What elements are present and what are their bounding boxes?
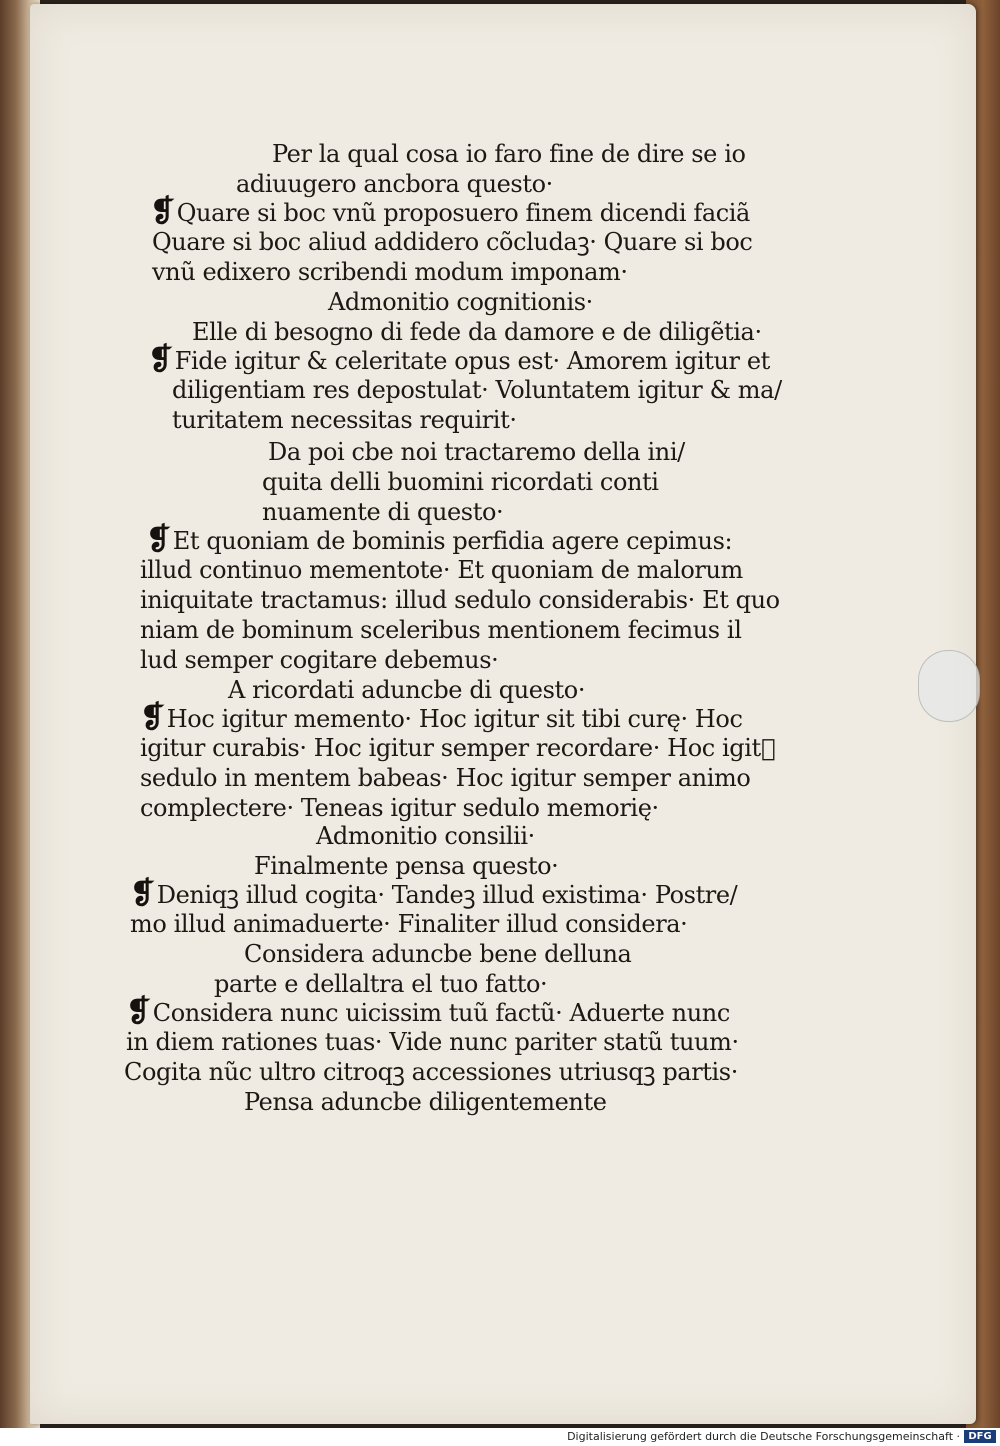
text-line-7: Elle di besogno di fede da damore e de diligẽtia· — [192, 318, 762, 346]
text-line-10: turitatem necessitas requirit· — [172, 406, 517, 434]
paragraph-mark: ❡ — [126, 994, 151, 1029]
text-line-16: iniquitate tractamus: illud sedulo considerabis· Et quo — [140, 586, 780, 614]
text-line-14-content: Et quoniam de bominis perfidia agere cepimus: — [172, 527, 733, 555]
text-line-27: mo illud animaduerte· Finaliter illud considera· — [130, 910, 688, 938]
text-line-11: Da poi cbe noi tractaremo della ini/ — [268, 438, 685, 466]
text-line-29: parte e dellaltra el tuo fatto· — [214, 970, 548, 998]
text-line-8 — [148, 342, 770, 377]
paragraph-mark: ❡ — [130, 876, 155, 911]
text-line-13: nuamente di questo· — [262, 498, 504, 526]
section-heading-consilii: Admonitio consilii· — [316, 822, 535, 850]
text-line-22: sedulo in mentem babeas· Hoc igitur semper animo — [140, 764, 751, 792]
text-line-3 — [150, 194, 750, 229]
text-line-23: complectere· Teneas igitur sedulo memorię· — [140, 794, 659, 822]
text-line-30 — [126, 994, 730, 1029]
text-line-8-content: Fide igitur & celeritate opus est· Amorem igitur et — [174, 347, 770, 375]
text-line-20-content: Hoc igitur memento· Hoc igitur sit tibi curę· Hoc — [166, 705, 743, 733]
text-line-15: illud continuo mementote· Et quoniam de malorum — [140, 556, 743, 584]
text-line-9: diligentiam res depostulat· Voluntatem igitur & ma/ — [172, 376, 782, 404]
text-line-30-content: Considera nunc uicissim tuũ factũ· Aduerte nunc — [152, 999, 730, 1027]
text-line-32: Cogita nũc ultro citroqꝫ accessiones utriusqꝫ partis· — [124, 1058, 738, 1086]
text-line-21: igitur curabis· Hoc igitur semper recordare· Hoc igitᷣ — [140, 734, 776, 762]
text-line-33: Pensa aduncbe diligentemente — [244, 1088, 607, 1116]
text-line-20 — [140, 700, 743, 735]
text-line-1: Per la qual cosa io faro fine de dire se io — [272, 140, 746, 168]
footer-credit: Digitalisierung gefördert durch die Deutsche Forschungsgemeinschaft · — [567, 1430, 960, 1443]
text-line-5: vnũ edixero scribendi modum imponam· — [152, 258, 628, 286]
text-line-3-content: Quare si boc vnũ proposuero finem dicendi faciã — [176, 199, 750, 227]
text-line-4: Quare si boc aliud addidero cõcludaꝫ· Quare si boc — [152, 228, 753, 256]
text-line-2: adiuugero ancbora questo· — [236, 170, 553, 198]
section-heading-cognitionis: Admonitio cognitionis· — [328, 288, 593, 316]
text-line-19: A ricordati aduncbe di questo· — [228, 676, 586, 704]
text-line-28: Considera aduncbe bene delluna — [244, 940, 632, 968]
text-line-25: Finalmente pensa questo· — [254, 852, 559, 880]
text-line-17: niam de bominum sceleribus mentionem fecimus il — [140, 616, 742, 644]
text-line-26 — [130, 876, 738, 911]
text-line-14 — [146, 522, 733, 557]
paragraph-mark: ❡ — [140, 700, 165, 735]
paragraph-mark: ❡ — [150, 194, 175, 229]
text-line-26-content: Deniqꝫ illud cogita· Tandeꝫ illud existima· Postre/ — [156, 881, 738, 909]
paragraph-mark: ❡ — [146, 522, 171, 557]
text-line-18: lud semper cogitare debemus· — [140, 646, 499, 674]
paragraph-mark: ❡ — [148, 342, 173, 377]
dfg-logo: DFG — [964, 1430, 996, 1443]
text-line-31: in diem rationes tuas· Vide nunc pariter statũ tuum· — [126, 1028, 739, 1056]
text-line-12: quita delli buomini ricordati conti — [262, 468, 659, 496]
footer-bar — [0, 1428, 1000, 1446]
